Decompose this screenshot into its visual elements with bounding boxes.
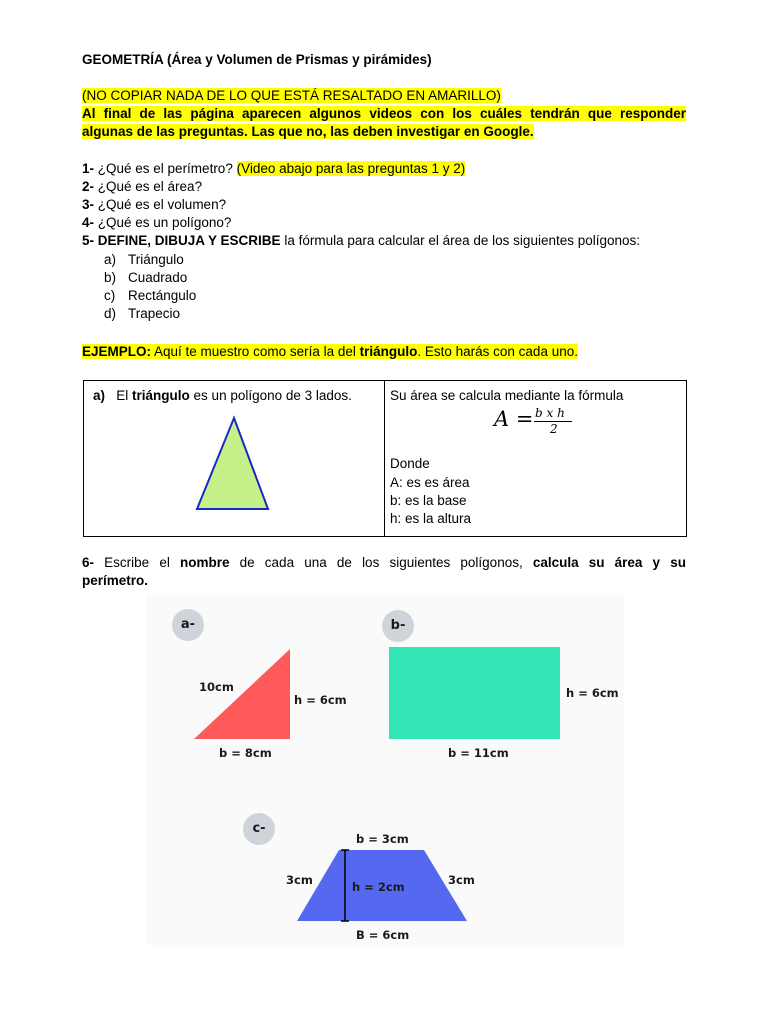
example-triangle-figure <box>194 415 274 515</box>
trapezoid-top-label: b = 3cm <box>356 832 409 846</box>
list-item-trapezoid: d) Trapecio <box>104 306 181 321</box>
question-6-line-2: perímetro. <box>82 573 149 588</box>
rectangle-base-label: b = 11cm <box>448 746 509 760</box>
trapezoid-right-label: 3cm <box>448 873 475 887</box>
video-note: (Video abajo para las preguntas 1 y 2) <box>236 161 466 176</box>
question-6-line-1: 6- Escribe el nombre de cada una de los siguientes polígonos, calcula su área y su <box>82 555 686 570</box>
def-height: h: es la altura <box>390 511 472 526</box>
notice-line-1: (NO COPIAR NADA DE LO QUE ESTÁ RESALTADO EN AMARILLO) <box>82 88 501 103</box>
badge-c: c- <box>243 813 275 845</box>
formula-denominator: 2 <box>550 422 558 436</box>
area-formula-intro: Su área se calcula mediante la fórmula <box>390 388 624 403</box>
example-table <box>83 380 687 537</box>
trapezoid-left-label: 3cm <box>286 873 313 887</box>
document-title: GEOMETRÍA (Área y Volumen de Prismas y pirámides) <box>82 52 432 67</box>
notice-line-3: algunas de las preguntas. Las que no, las deben investigar en Google. <box>82 124 534 139</box>
def-area: A: es es área <box>390 475 470 490</box>
notice-line-2: Al final de las página aparecen algunos videos con los cuáles tendrán que responder <box>82 106 686 121</box>
triangle-height-label: h = 6cm <box>294 693 347 707</box>
triangle-definition: a) El triángulo es un polígono de 3 lados. <box>93 388 352 403</box>
def-base: b: es la base <box>390 493 467 508</box>
list-item-triangle: a) Triángulo <box>104 252 184 267</box>
trapezoid-bottom-label: B = 6cm <box>356 928 410 942</box>
right-triangle-figure <box>192 647 292 742</box>
where-label: Donde <box>390 456 430 471</box>
formula-lhs: A = <box>494 407 534 431</box>
triangle-hypotenuse-label: 10cm <box>199 680 234 694</box>
question-2: 2- ¿Qué es el área? <box>82 179 203 194</box>
triangle-base-label: b = 8cm <box>219 746 272 760</box>
table-divider <box>384 381 385 536</box>
badge-a: a- <box>172 609 204 641</box>
question-1: 1- ¿Qué es el perímetro? (Video abajo para las preguntas 1 y 2) <box>82 161 466 176</box>
question-3: 3- ¿Qué es el volumen? <box>82 197 227 212</box>
list-item-rectangle: c) Rectángulo <box>104 288 197 303</box>
right-triangle-shape <box>194 649 290 739</box>
list-item-square: b) Cuadrado <box>104 270 188 285</box>
example-triangle-shape <box>197 418 268 509</box>
badge-b: b- <box>382 610 414 642</box>
formula-numerator: b x h <box>535 406 565 420</box>
polygons-figure <box>146 595 624 945</box>
example-line: EJEMPLO: Aquí te muestro como sería la del triángulo. Esto harás con cada uno. <box>82 344 578 359</box>
question-4: 4- ¿Qué es un polígono? <box>82 215 232 230</box>
trapezoid-height-label: h = 2cm <box>352 880 405 894</box>
rectangle-shape <box>389 647 560 739</box>
question-5: 5- DEFINE, DIBUJA Y ESCRIBE la fórmula para calcular el área de los siguientes polígonos: <box>82 233 641 248</box>
rectangle-height-label: h = 6cm <box>566 686 619 700</box>
